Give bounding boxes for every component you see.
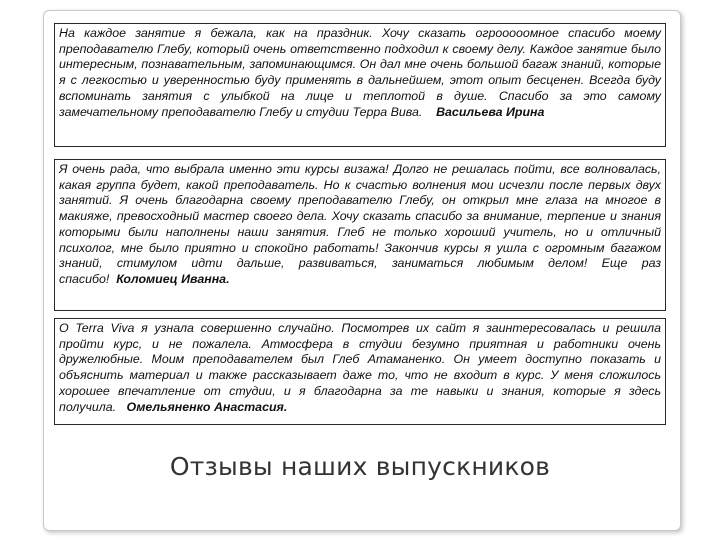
review-paragraph bbox=[59, 162, 661, 288]
review-box-2 bbox=[54, 159, 666, 311]
page-title: Отзывы наших выпускников bbox=[169, 452, 551, 481]
review-text: О Terra Viva я узнала совершенно случайно. Посмотрев их сайт я заинтересовалась и решила пройти курс, и не пожалела. Атмосфера в студии безумно приятная и работники очень дружелюбные. Моим преподавателем был Глеб Атаманенко. Он умеет доступно показать и объяснить материал и также рассказывает даже то, что не входит в курс. У меня сложилось хорошее впечатление от студии, и я благодарна за те навыки и знания, которые я здесь получила. bbox=[59, 321, 661, 414]
review-author: Коломиец Иванна. bbox=[116, 271, 230, 286]
review-text: Я очень рада, что выбрала именно эти курсы визажа! Долго не решалась пойти, все волновалась, какая группа будет, какой преподаватель. Но к счастью волнения мои исчезли после первых двух занятий. Я очень благодарна своему преподавателю Глебу, он открыл мне глаза на многое в макияже, превосходный мастер своего дела. Хочу сказать спасибо за внимание, терпение и знания которыми были наполнены наши занятия. Глеб не только хороший учитель, но и отличный психолог, мне было приятно и спокойно работать! Закончив курсы я ушла с огромным багажом знаний, стимулом идти дальше, развиваться, заниматься любимым делом! Еще раз спасибо! bbox=[59, 162, 661, 286]
review-author: Васильева Ирина bbox=[436, 104, 545, 119]
review-paragraph bbox=[59, 26, 661, 120]
review-author: Омельяненко Анастасия. bbox=[126, 399, 288, 414]
review-box-1 bbox=[54, 23, 666, 147]
review-paragraph bbox=[59, 321, 661, 415]
review-text: На каждое занятие я бежала, как на праздник. Хочу сказать огрооооомное спасибо моему преподавателю Глебу, который очень ответственно подходил к своему делу. Каждое занятие было интересным, познавательным, запоминающимся. Он дал мне очень большой багаж знаний, которые я с легкостью и уверенностью буду применять в дальнейшем, этот опыт бесценен. Всегда буду вспоминать занятия с улыбкой на лице и теплотой в душе. Спасибо за это самому замечательному преподавателю Глебу и студии Терра Вива. bbox=[59, 26, 661, 119]
review-box-3 bbox=[54, 318, 666, 425]
